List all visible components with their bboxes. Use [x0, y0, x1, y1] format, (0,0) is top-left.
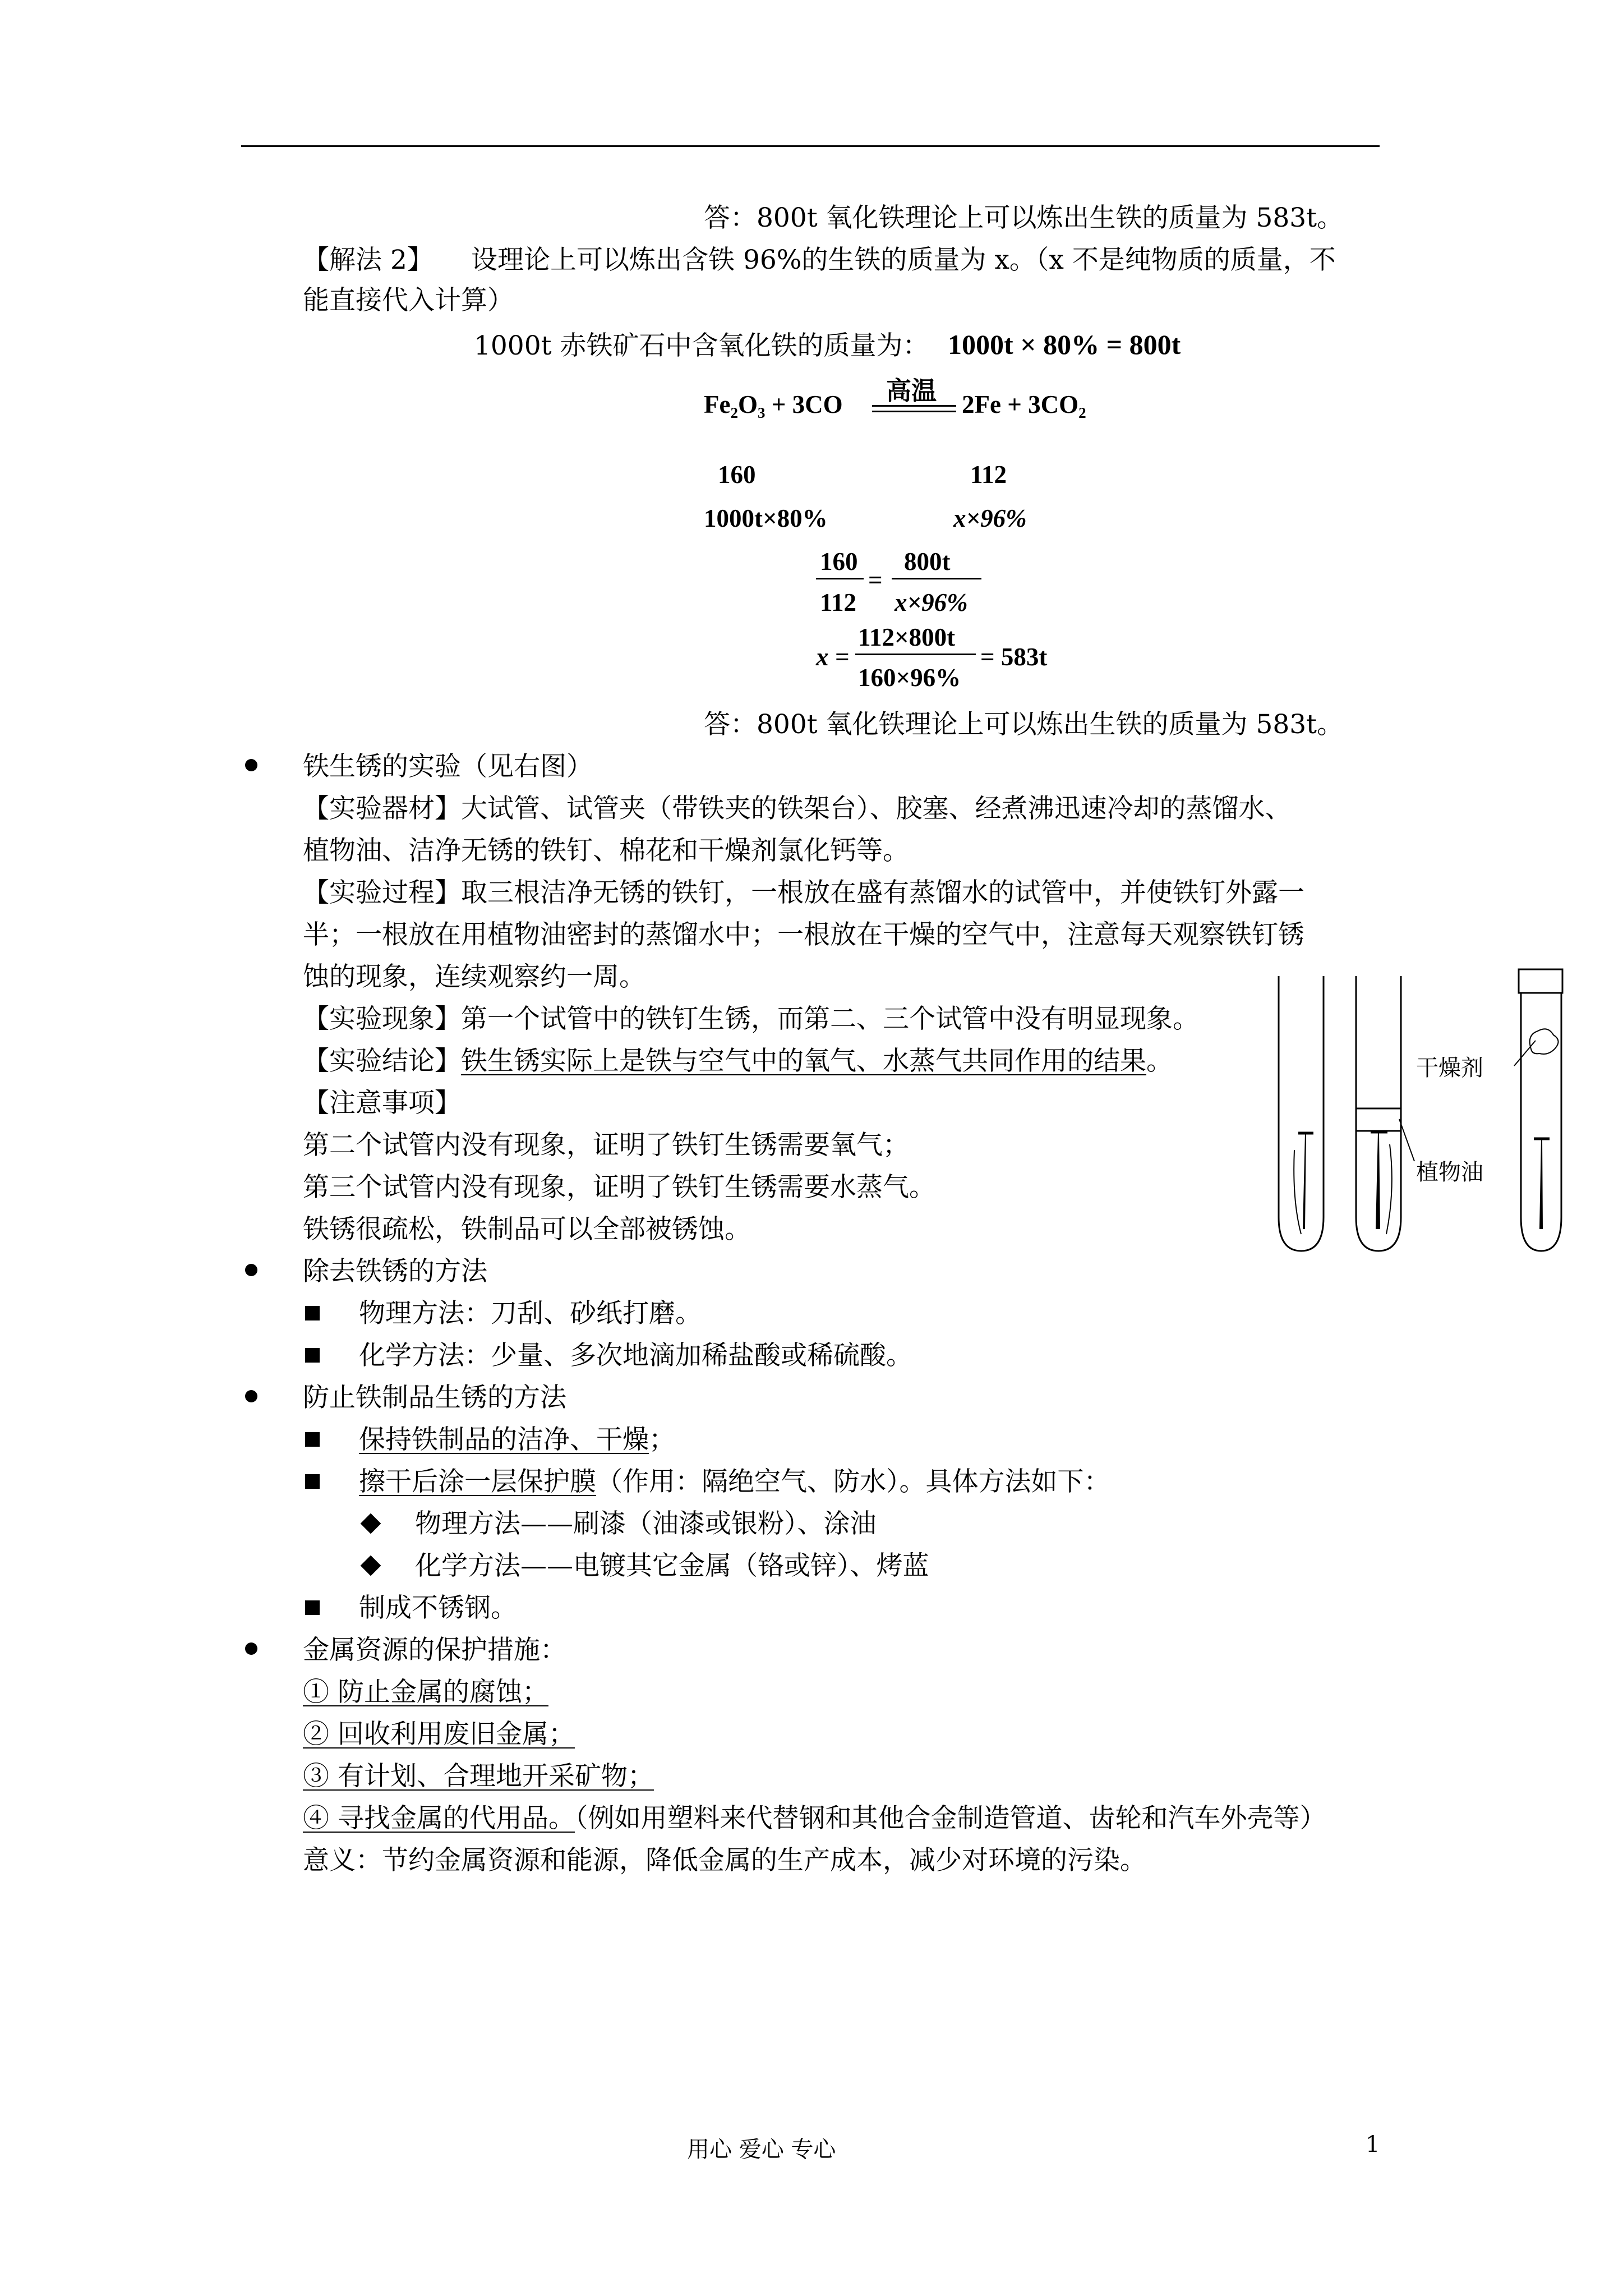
solve-num: 112×800t	[858, 623, 956, 651]
page-number: 1	[1366, 2132, 1380, 2157]
test-tube-1	[1279, 976, 1324, 1251]
rust-notes-label: 【注意事项】	[303, 1088, 461, 1119]
equation-arrow-line-top	[872, 405, 956, 407]
prevent-item-3: 制成不锈钢。	[359, 1593, 517, 1623]
rust-note-2: 第三个试管内没有现象，证明了铁钉生锈需要水蒸气。	[303, 1172, 935, 1203]
remove-rust-heading: 除去铁锈的方法	[303, 1256, 487, 1287]
prop-frac-line-left	[816, 578, 864, 579]
rubber-stopper	[1519, 969, 1562, 993]
prop-den-right: x×96%	[895, 588, 968, 616]
prop-num-right: 800t	[904, 547, 951, 576]
solve-lhs: x =	[816, 643, 850, 671]
rust-materials-2: 植物油、洁净无锈的铁钉、棉花和干燥剂氯化钙等。	[303, 835, 909, 866]
square-bullet	[305, 1600, 320, 1615]
equation-arrow-line-bottom	[872, 411, 956, 412]
test-tube-3	[1519, 969, 1562, 1251]
prevent-sub-2: 化学方法——电镀其它金属（铬或锌）、烤蓝	[415, 1550, 929, 1581]
nail-icon	[1303, 1133, 1306, 1228]
bullet-prevent-rust	[245, 1390, 257, 1402]
prop-eq: =	[868, 566, 883, 594]
prevent-item-2	[359, 1466, 1110, 1497]
oxide-mass-formula: 1000t × 80% = 800t	[948, 329, 1181, 360]
mr-right: 112	[970, 461, 1007, 489]
solve-den: 160×96%	[858, 664, 961, 692]
prevent-item-2-rest: （作用：隔绝空气、防水）。具体方法如下：	[596, 1466, 1110, 1497]
prop-num-left: 160	[820, 547, 858, 576]
prevent-rust-heading: 防止铁制品生锈的方法	[303, 1382, 566, 1413]
oxide-mass-text: 1000t 赤铁矿石中含氧化铁的质量为：	[474, 330, 929, 361]
solve-frac-line	[855, 654, 976, 655]
prevent-item-1-end: ；	[649, 1424, 675, 1455]
rust-process-3: 蚀的现象，连续观察约一周。	[303, 961, 645, 992]
bullet-protect-resources	[245, 1642, 257, 1655]
square-bullet	[305, 1432, 320, 1447]
rust-process-2: 半；一根放在用植物油密封的蒸馏水中；一根放在干燥的空气中，注意每天观察铁钉锈	[303, 919, 1304, 950]
mr-left: 160	[718, 461, 756, 489]
answer-line-2: 答：800t 氧化铁理论上可以炼出生铁的质量为 583t。	[704, 709, 1344, 740]
protect-measure-3: ③ 有计划、合理地开采矿物；	[303, 1761, 654, 1792]
given-left: 1000t×80%	[704, 504, 828, 532]
header-rule	[241, 145, 1380, 147]
prop-den-left: 112	[820, 588, 857, 616]
diamond-bullet	[361, 1513, 381, 1534]
protect-measure-4-underlined: ④ 寻找金属的代用品。	[303, 1803, 575, 1834]
solve-result: = 583t	[980, 643, 1048, 671]
protect-measure-4	[303, 1805, 1326, 1832]
solution2-tag: 【解法 2】	[303, 245, 434, 275]
protect-meaning: 意义：节约金属资源和能源，降低金属的生产成本，减少对环境的污染。	[303, 1845, 1146, 1876]
protect-measure-4-rest: （例如用塑料来代替钢和其他合金制造管道、齿轮和汽车外壳等）	[574, 1803, 1326, 1834]
rust-experiment-heading: 铁生锈的实验（见右图）	[303, 751, 593, 782]
label-desiccant: 干燥剂	[1416, 1055, 1483, 1081]
prevent-sub-1: 物理方法——刷漆（油漆或银粉）、涂油	[415, 1508, 877, 1539]
prevent-item-1-text: 保持铁制品的洁净、干燥	[359, 1424, 649, 1455]
nail-icon	[1540, 1139, 1542, 1228]
nail-icon	[1376, 1132, 1380, 1228]
protect-measure-2: ② 回收利用废旧金属；	[303, 1719, 575, 1750]
answer-line-1: 答：800t 氧化铁理论上可以炼出生铁的质量为 583t。	[704, 203, 1344, 233]
conclusion-label: 【实验结论】	[303, 1046, 461, 1076]
test-tubes-figure	[1267, 965, 1587, 1262]
square-bullet	[305, 1306, 320, 1320]
rust-materials: 【实验器材】大试管、试管夹（带铁夹的铁架台）、胶塞、经煮沸迅速冷却的蒸馏水、	[303, 793, 1292, 824]
prevent-item-2-underlined: 擦干后涂一层保护膜	[359, 1466, 596, 1497]
conclusion-end: 。	[1146, 1046, 1173, 1076]
diamond-bullet	[361, 1556, 381, 1576]
bullet-rust-experiment	[245, 759, 257, 771]
rust-note-3: 铁锈很疏松，铁制品可以全部被锈蚀。	[303, 1214, 751, 1245]
given-right: x×96%	[953, 504, 1027, 532]
prevent-item-1	[359, 1424, 675, 1455]
square-bullet	[305, 1348, 320, 1363]
remove-physical: 物理方法：刀刮、砂纸打磨。	[359, 1298, 702, 1329]
rust-process: 【实验过程】取三根洁净无锈的铁钉，一根放在盛有蒸馏水的试管中，并使铁钉外露一	[303, 877, 1304, 908]
equation-right: 2Fe + 3CO₂	[962, 390, 1086, 418]
solution2-line1: 设理论上可以炼出含铁 96%的生铁的质量为 x。（x 不是纯物质的质量，不	[471, 245, 1336, 275]
conclusion-text: 铁生锈实际上是铁与空气中的氧气、水蒸气共同作用的结果	[461, 1046, 1146, 1076]
rust-conclusion	[303, 1048, 1173, 1074]
label-oil: 植物油	[1416, 1159, 1483, 1185]
square-bullet	[305, 1474, 320, 1489]
bullet-remove-rust	[245, 1264, 257, 1276]
solution2-line2: 能直接代入计算）	[303, 285, 514, 316]
rust-note-1: 第二个试管内没有现象，证明了铁钉生锈需要氧气；	[303, 1130, 909, 1161]
footer-motto: 用心 爱心 专心	[687, 2137, 836, 2162]
test-tube-2	[1356, 976, 1401, 1251]
rust-phenomenon: 【实验现象】第一个试管中的铁钉生锈，而第二、三个试管中没有明显现象。	[303, 1004, 1199, 1034]
equation-left: Fe₂O₃ + 3CO	[704, 390, 843, 418]
prop-frac-line-right	[892, 578, 981, 579]
protect-measure-1: ① 防止金属的腐蚀；	[303, 1677, 548, 1708]
remove-chemical: 化学方法：少量、多次地滴加稀盐酸或稀硫酸。	[359, 1340, 912, 1371]
protect-heading: 金属资源的保护措施：	[303, 1635, 566, 1665]
equation-condition: 高温	[886, 377, 937, 405]
